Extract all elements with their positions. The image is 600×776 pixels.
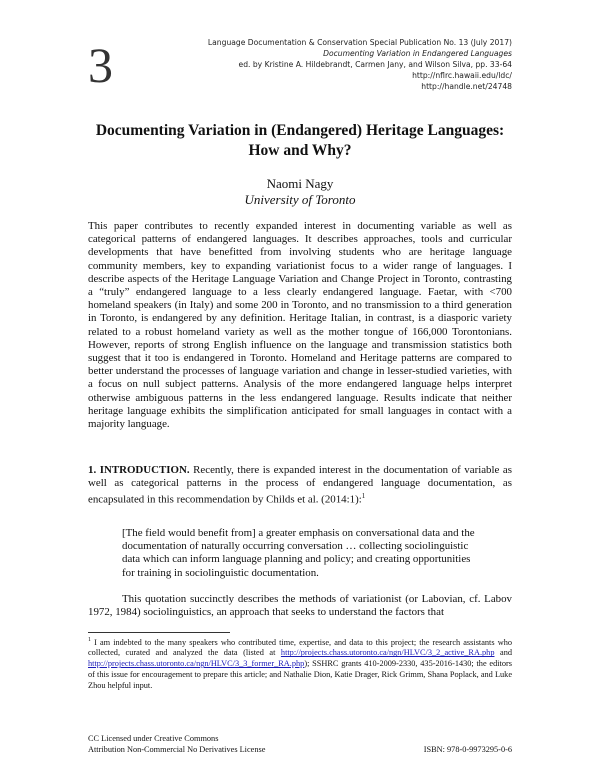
- footnote: [88, 635, 512, 691]
- license-line-2: Attribution Non-Commercial No Derivatives License: [88, 745, 266, 754]
- body-paragraph: This quotation succinctly describes the methods of variationist (or Labovian, cf. Labov 1972, 1984) sociolinguistics, an approach that seeks to understand the factors that: [88, 593, 512, 619]
- url-handle[interactable]: http://handle.net/24748: [421, 82, 512, 91]
- abstract: This paper contributes to recently expanded interest in documenting variable as well as categorical patterns of endangered languages. It describes approaches, tools and curricular developments that have benefitted from involving students who are heritage language community members, key to expanding variationist focus to a wider range of languages. I describe aspects of the Heritage Language Variation and Change Project in Toronto, contrasting a “truly” endangered language to a less clearly endangered language. Faetar, with <700 homeland speakers (in Italy) and some 200 in Toronto, and no transmission to a third generation in Toronto, is endangered by any definition. Heritage Italian, in contrast, is a diasporic variety related to a robust homeland variety as well as the mother tongue of 166,000 Torontonians. However, reports of strong English influence on the language and transmission statistics both suggest that it too is endangered in Toronto. Homeland and Heritage patterns are compared to better understand the processes of language variation and change in lesser-studied varieties, with a focus on null subject patterns. Analysis of the more endangered language helps interpret otherwise ambiguous patterns in the less endangered language. Results indicate that neither heritage language exhibits the simplification anticipated for small languages in contact with a majority language.: [88, 220, 512, 431]
- volume-title: Documenting Variation in Endangered Languages: [323, 49, 512, 58]
- chapter-number: 3: [88, 37, 113, 93]
- author-affiliation: University of Toronto: [244, 192, 356, 207]
- license-line-1: CC Licensed under Creative Commons: [88, 734, 219, 743]
- footnote-ref[interactable]: 1: [361, 492, 366, 501]
- footnote-divider: [88, 632, 230, 633]
- footnote-link-active-ra[interactable]: http://projects.chass.utoronto.ca/ngn/HLVC/3_2_active_RA.php: [280, 648, 495, 658]
- footnote-text-3: ); SSHRC grants 410-2009-2330, 435-2016-1430; the editors of this issue for encouragement to prepare this article; and Nathalie Dion, Katie Drager, Rick Grimm, Shana Poplack, and Luke Zhou helpful input.: [88, 659, 512, 690]
- title-line-1: Documenting Variation in (Endangered) Heritage Languages:: [95, 122, 505, 139]
- license-info: [88, 733, 265, 755]
- paper-title: [60, 121, 540, 161]
- url-ldc[interactable]: http://nflrc.hawaii.edu/ldc/: [412, 71, 512, 80]
- section-heading: 1. INTRODUCTION.: [88, 464, 190, 476]
- introduction-paragraph: [88, 464, 512, 507]
- footnote-marker: 1: [88, 637, 91, 643]
- introduction-text: Recently, there is expanded interest in the documentation of variable as well as categorical patterns in the process of endangered language documentation, as encapsulated in this recommendation by Childs et al. (2014:1):: [88, 464, 512, 507]
- isbn: ISBN: 978-0-9973295-0-6: [423, 745, 512, 754]
- footnote-link-former-ra[interactable]: http://projects.chass.utoronto.ca/ngn/HLVC/3_3_former_RA.php: [88, 659, 305, 669]
- footnote-text-1: I am indebted to the many speakers who contributed time, expertise, and data to this project; the research assistants who collected, curated and analyzed the data (listed at: [88, 637, 512, 658]
- author-name: Naomi Nagy: [266, 176, 334, 191]
- editors-line: ed. by Kristine A. Hildebrandt, Carmen Jany, and Wilson Silva, pp. 33-64: [238, 60, 512, 69]
- publication-info: [182, 37, 512, 92]
- publication-line: Language Documentation & Conservation Special Publication No. 13 (July 2017): [207, 38, 512, 47]
- block-quote: [The field would benefit from] a greater emphasis on conversational data and the documentation of naturally occurring conversation … collecting sociolinguistic data which can inform language planning and policy; and creating opportunities for training in sociolinguistic documentation.: [122, 527, 475, 579]
- footnote-text-2: and: [494, 648, 512, 658]
- title-line-2: How and Why?: [248, 142, 352, 159]
